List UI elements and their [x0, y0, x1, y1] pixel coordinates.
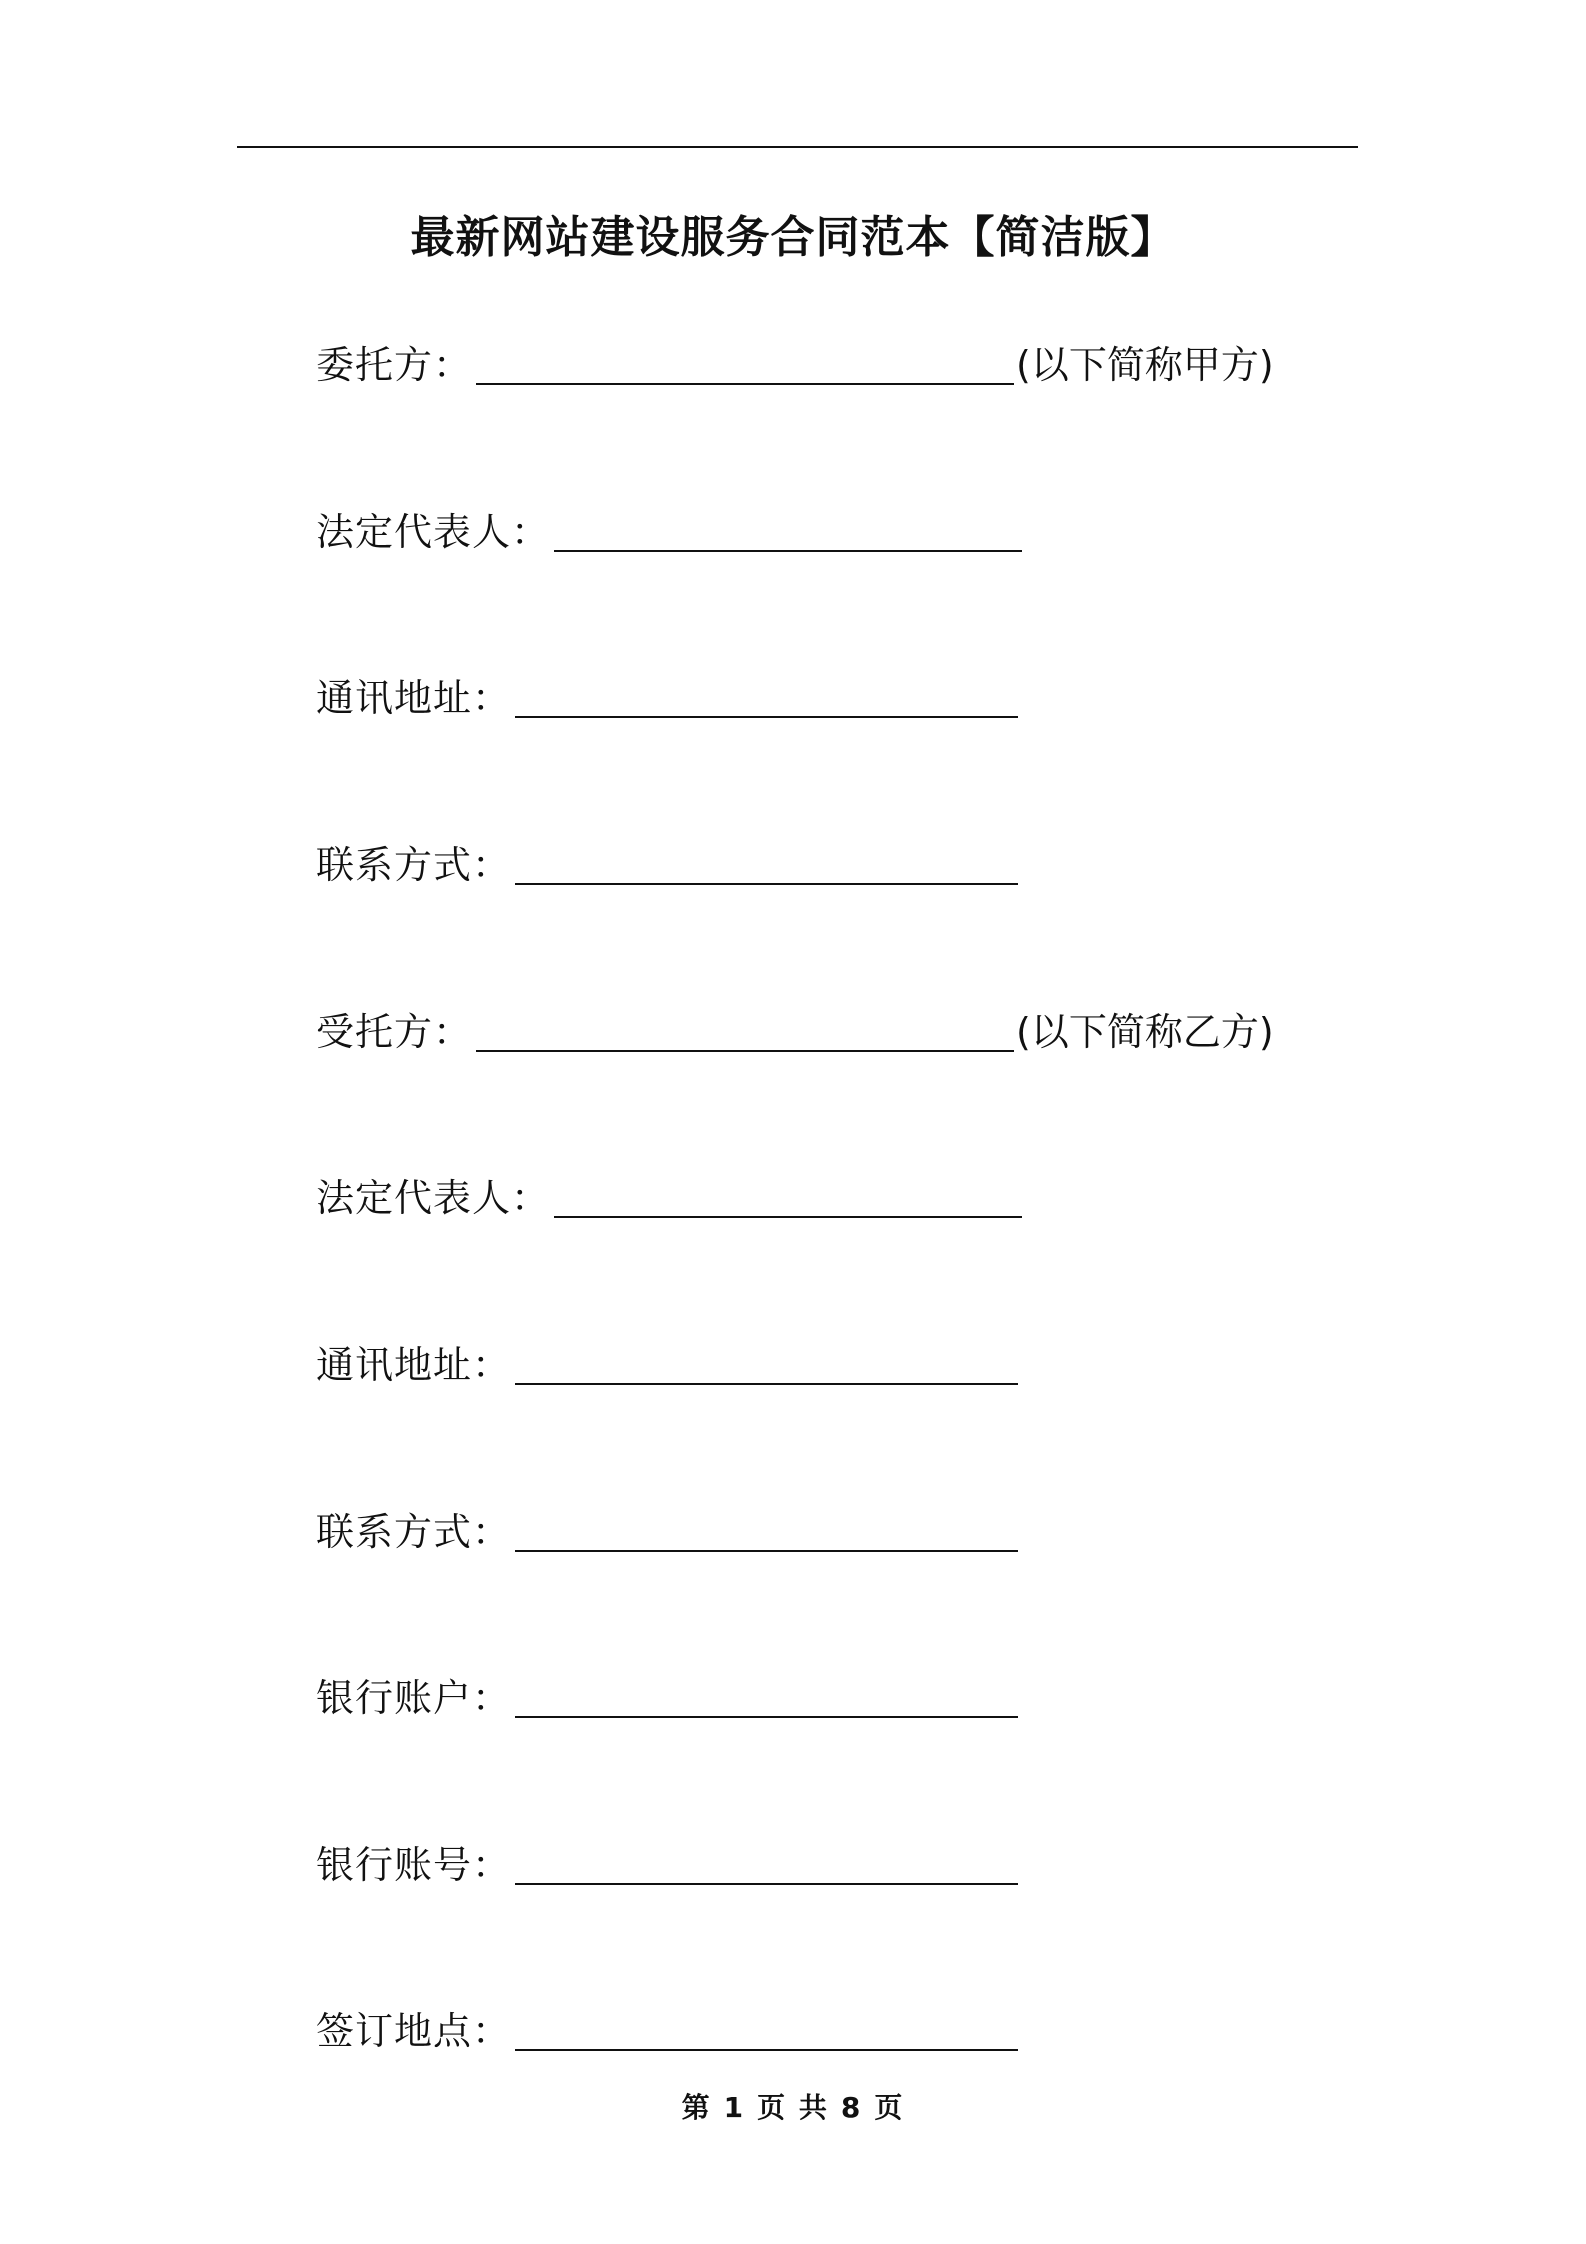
page-prefix: 第 — [681, 2091, 712, 2124]
party-b-contact-field[interactable] — [515, 1506, 1018, 1552]
signing-place-field[interactable] — [515, 2005, 1018, 2051]
party-a-contact-row — [316, 827, 1018, 891]
header-rule — [237, 146, 1358, 148]
party-a-address-field[interactable] — [515, 672, 1018, 718]
party-b-representative-field[interactable] — [554, 1172, 1022, 1218]
party-a-suffix: (以下简称甲方) — [1016, 343, 1274, 387]
bank-number-field[interactable] — [515, 1839, 1018, 1885]
party-b-contact-label: 联系方式： — [316, 1510, 512, 1554]
party-a-contact-field[interactable] — [515, 839, 1018, 885]
page-middle: 页 共 — [757, 2091, 829, 2124]
party-a-representative-row — [316, 494, 1022, 558]
document-title: 最新网站建设服务合同范本【简洁版】 — [410, 212, 1176, 263]
page-current: 1 — [723, 2091, 746, 2124]
party-a-representative-field[interactable] — [554, 506, 1022, 552]
party-b-contact-row — [316, 1494, 1018, 1558]
party-a-contact-label: 联系方式： — [316, 843, 512, 887]
party-a-field[interactable] — [476, 339, 1014, 385]
party-a-label: 委托方： — [316, 343, 473, 387]
bank-number-label: 银行账号： — [316, 1843, 512, 1887]
page-total: 8 — [840, 2091, 863, 2124]
party-b-suffix: (以下简称乙方) — [1016, 1010, 1274, 1054]
signing-place-label: 签订地点： — [316, 2009, 512, 2053]
party-b-label: 受托方： — [316, 1010, 473, 1054]
party-a-representative-label: 法定代表人： — [316, 510, 551, 554]
bank-number-row — [316, 1827, 1018, 1891]
party-b-address-label: 通讯地址： — [316, 1343, 512, 1387]
party-b-address-field[interactable] — [515, 1339, 1018, 1385]
party-b-address-row — [316, 1327, 1018, 1391]
bank-account-label: 银行账户： — [316, 1676, 512, 1720]
party-b-representative-row — [316, 1160, 1022, 1224]
party-a-address-row — [316, 660, 1018, 724]
party-b-row — [316, 994, 1274, 1058]
party-b-field[interactable] — [476, 1006, 1014, 1052]
party-b-representative-label: 法定代表人： — [316, 1176, 551, 1220]
page-number-footer — [0, 2088, 1586, 2128]
party-a-address-label: 通讯地址： — [316, 676, 512, 720]
party-a-row — [316, 327, 1274, 391]
bank-account-row — [316, 1660, 1018, 1724]
page-suffix: 页 — [874, 2091, 905, 2124]
signing-place-row — [316, 1993, 1018, 2057]
bank-account-field[interactable] — [515, 1672, 1018, 1718]
